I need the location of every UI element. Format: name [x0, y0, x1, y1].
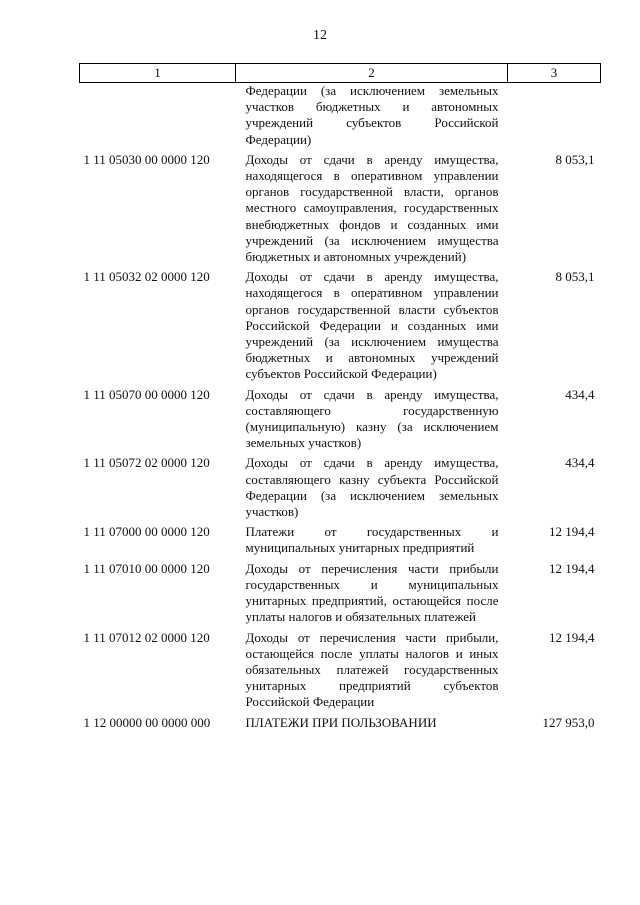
- row-code: 1 11 07012 02 0000 120: [83, 629, 210, 645]
- row-code: 1 11 05030 00 0000 120: [83, 151, 210, 167]
- table-row: [80, 383, 601, 452]
- row-code: 1 12 00000 00 0000 000: [83, 714, 211, 730]
- row-description: ПЛАТЕЖИ ПРИ ПОЛЬЗОВАНИИ: [245, 714, 437, 730]
- table-row: [80, 626, 601, 711]
- row-description: Доходы от сдачи в аренду имущества, находящегося в оперативном управлении органов государственной власти, органов местного самоуправления, государственных внебюджетных фондов и созданных ими учреждений (за исключением имущества бюджетных и автономных учреждений): [245, 151, 499, 265]
- table-header: [80, 64, 601, 83]
- row-description: Доходы от перечисления части прибыли государственных и муниципальных унитарных предприятий, остающейся после уплаты налогов и обязательных платежей: [245, 560, 499, 625]
- row-value: 8 053,1: [555, 269, 595, 285]
- row-description: Доходы от сдачи в аренду имущества, составляющего казну субъекта Российской Федерации (за исключением земельных участков): [245, 455, 499, 520]
- row-code: 1 11 07010 00 0000 120: [83, 560, 210, 576]
- table-body: [80, 83, 601, 731]
- row-value: 127 953,0: [542, 714, 595, 730]
- row-value: 12 194,4: [549, 524, 595, 540]
- row-description: Доходы от сдачи в аренду имущества, составляющего государственную (муниципальную) казну (за исключением земельных участков): [245, 386, 499, 451]
- table-row: [80, 557, 601, 626]
- row-code-empty: [80, 83, 236, 148]
- revenue-table: [79, 63, 601, 731]
- table-row: [80, 451, 601, 520]
- row-code: 1 11 05032 02 0000 120: [83, 269, 210, 285]
- row-description: Платежи от государственных и муниципальных унитарных предприятий: [245, 524, 499, 556]
- row-value-empty: [508, 83, 601, 148]
- table-row: [80, 520, 601, 556]
- table-row: [80, 711, 601, 731]
- row-code: 1 11 07000 00 0000 120: [83, 524, 210, 540]
- row-description: Доходы от перечисления части прибыли, остающейся после уплаты налогов и иных обязательных платежей государственных унитарных предприятий субъектов Российской Федерации: [245, 629, 499, 710]
- row-value: 12 194,4: [549, 629, 595, 645]
- column-header-2: 2: [236, 64, 508, 83]
- row-value: 434,4: [565, 386, 595, 402]
- row-value: 8 053,1: [555, 151, 595, 167]
- header-row: [80, 64, 601, 83]
- row-description: Доходы от сдачи в аренду имущества, находящегося в оперативном управлении органов государственной власти субъектов Российской Федерации и созданных ими учреждений (за исключением имущества бюджетных и автономных учреждений субъектов Российской Федерации): [245, 269, 499, 382]
- row-value: 12 194,4: [549, 560, 595, 576]
- row-code: 1 11 05070 00 0000 120: [83, 386, 210, 402]
- row-code: 1 11 05072 02 0000 120: [83, 455, 210, 471]
- table-row: [80, 148, 601, 265]
- column-header-3: 3: [508, 64, 601, 83]
- column-header-1: 1: [80, 64, 236, 83]
- row-value: 434,4: [565, 455, 595, 471]
- page-number: 12: [313, 28, 327, 43]
- table-row-continuation: [80, 83, 601, 148]
- table-row: [80, 265, 601, 382]
- row-description-continuation: Федерации (за исключением земельных участков бюджетных и автономных учреждений субъектов Российской Федерации): [245, 83, 499, 147]
